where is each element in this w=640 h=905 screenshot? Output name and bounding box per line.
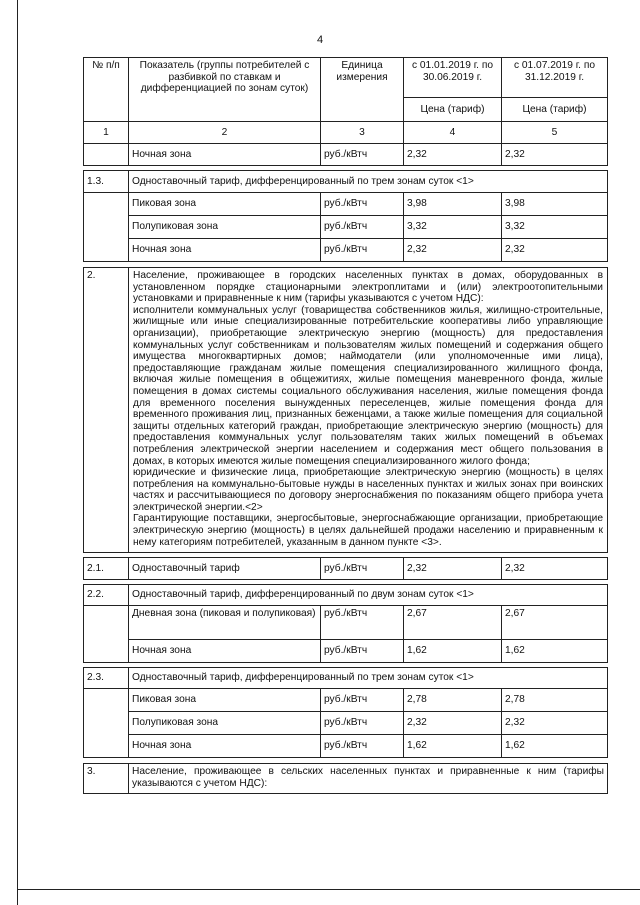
- table-row: [84, 216, 608, 239]
- row-name: Пиковая зона: [129, 689, 321, 712]
- section-no: 1.3.: [84, 171, 129, 193]
- row-value2: 1,62: [502, 640, 608, 663]
- row-value2: 2,32: [502, 239, 608, 262]
- header-no: № п/п: [84, 58, 129, 122]
- row-name: Ночная зона: [129, 239, 321, 262]
- section-paragraph: Гарантирующие поставщики, энергосбытовые, энергоснабжающие организации, приобретающие электрическую энергию (мощность) в целях дальнейшей продажи населению и приравненным к нему категориям потребителей, указанным в данном пункте <3>.: [133, 513, 603, 548]
- section-row: [84, 585, 608, 606]
- row-unit: руб./кВтч: [321, 640, 404, 663]
- section-description: [129, 268, 608, 553]
- table-row: [84, 239, 608, 262]
- row-no: 2.1.: [84, 558, 129, 580]
- section-title: Одноставочный тариф, дифференцированный по трем зонам суток <1>: [129, 171, 608, 193]
- row-value1: 2,32: [404, 239, 502, 262]
- section-paragraph: юридические и физические лица, приобретающие электрическую энергию (мощность) в целях потребления на коммунально-бытовые нужды в населенных пунктах и жилых зонах при воинских частях и рассчитывающиеся по договору энергоснабжения по показаниям общего прибора учета электрической энергии.<2>: [133, 467, 603, 513]
- row-name: Ночная зона: [129, 735, 321, 758]
- row-name: Полупиковая зона: [129, 216, 321, 239]
- section-paragraph: исполнители коммунальных услуг (товарищества собственников жилья, жилищно-строительные, жилищные или иные специализированные потребительские кооперативы либо управляющие организации), приобретающие электрическую энергию (мощность) для предоставления коммунальных услуг собственникам и пользователям жилых помещений и содержания общего имущества многоквартирных домов; наймодатели (или уполномоченные ими лица), предоставляющие гражданам жилые помещения специализированного жилищного фонда, включая жилые помещения в общежитиях, жилые помещения маневренного фонда, жилые помещения в домах системы социального обслуживания населения, жилые помещения фонда для временного поселения вынужденных переселенцев, жилые помещения фонда для временного проживания лиц, признанных беженцами, а также жилые помещения для социальной защиты отдельных категорий граждан, приобретающие электрическую энергию (мощность) для предоставления коммунальных услуг пользователям таких жилых помещений в объемах потребления электрической энергии населением и содержания мест общего пользования в домах, в которых имеются жилые помещения специализированного жилого фонда;: [133, 304, 603, 467]
- header-num2: 2: [129, 122, 321, 144]
- header-num1: 1: [84, 122, 129, 144]
- row-value1: 3,98: [404, 193, 502, 216]
- row-name: Дневная зона (пиковая и полупиковая): [129, 606, 321, 640]
- table-row: [84, 735, 608, 758]
- row-value1: 2,32: [404, 712, 502, 735]
- header-period2: с 01.07.2019 г. по 31.12.2019 г.: [502, 58, 608, 98]
- row-unit: руб./кВтч: [321, 239, 404, 262]
- row-unit: руб./кВтч: [321, 144, 404, 166]
- header-indicator: Показатель (группы потребителей с разбивкой по ставкам и дифференциацией по зонам суток): [129, 58, 321, 122]
- header-period1: с 01.01.2019 г. по 30.06.2019 г.: [404, 58, 502, 98]
- header-unit: Единица измерения: [321, 58, 404, 122]
- section-title: Одноставочный тариф, дифференцированный по двум зонам суток <1>: [129, 585, 608, 606]
- row-value2: 2,32: [502, 558, 608, 580]
- row-value1: 1,62: [404, 640, 502, 663]
- table-row: [84, 144, 608, 166]
- row-no: [84, 144, 129, 166]
- section-no: 2.: [84, 268, 129, 553]
- row-value2: 1,62: [502, 735, 608, 758]
- row-value1: 3,32: [404, 216, 502, 239]
- section-row: [84, 764, 608, 794]
- row-unit: руб./кВтч: [321, 193, 404, 216]
- table-row: [84, 712, 608, 735]
- row-name: Ночная зона: [129, 144, 321, 166]
- tariff-table: [83, 57, 608, 794]
- section-row: [84, 171, 608, 193]
- table-row: [84, 640, 608, 663]
- row-no: [84, 606, 129, 663]
- section-no: 2.2.: [84, 585, 129, 606]
- row-no: [84, 689, 129, 758]
- section-row: [84, 268, 608, 553]
- row-unit: руб./кВтч: [321, 712, 404, 735]
- header-num5: 5: [502, 122, 608, 144]
- row-unit: руб./кВтч: [321, 216, 404, 239]
- row-value1: 2,78: [404, 689, 502, 712]
- row-unit: руб./кВтч: [321, 558, 404, 580]
- section-row: [84, 668, 608, 689]
- row-value2: 2,32: [502, 144, 608, 166]
- table-row: [84, 193, 608, 216]
- section-title: Одноставочный тариф, дифференцированный по трем зонам суток <1>: [129, 668, 608, 689]
- row-value2: 2,32: [502, 712, 608, 735]
- row-unit: руб./кВтч: [321, 689, 404, 712]
- row-value2: 3,32: [502, 216, 608, 239]
- header-num3: 3: [321, 122, 404, 144]
- row-name: Пиковая зона: [129, 193, 321, 216]
- header-num4: 4: [404, 122, 502, 144]
- row-value1: 2,32: [404, 558, 502, 580]
- section-no: 2.3.: [84, 668, 129, 689]
- row-value2: 2,67: [502, 606, 608, 640]
- row-value1: 2,67: [404, 606, 502, 640]
- row-value2: 3,98: [502, 193, 608, 216]
- row-unit: руб./кВтч: [321, 735, 404, 758]
- header-price1: Цена (тариф): [404, 98, 502, 122]
- section-paragraph: Население, проживающее в городских населенных пунктах в домах, оборудованных в установленном порядке стационарными электроплитами и (или) электроотопительными установками и приравненные к ним (тарифы указываются с учетом НДС):: [133, 270, 603, 305]
- page-frame-bottom: [17, 889, 640, 890]
- row-value2: 2,78: [502, 689, 608, 712]
- header-price2: Цена (тариф): [502, 98, 608, 122]
- section-no: 3.: [84, 764, 129, 794]
- table-row: [84, 558, 608, 580]
- row-name: Ночная зона: [129, 640, 321, 663]
- header-row: [84, 58, 608, 98]
- row-no: [84, 193, 129, 262]
- header-number-row: [84, 122, 608, 144]
- section-description: Население, проживающее в сельских населенных пунктах и приравненные к ним (тарифы указываются с учетом НДС):: [129, 764, 608, 794]
- row-value1: 1,62: [404, 735, 502, 758]
- row-unit: руб./кВтч: [321, 606, 404, 640]
- row-value1: 2,32: [404, 144, 502, 166]
- page-number: 4: [316, 34, 324, 46]
- table-row: [84, 606, 608, 640]
- page-frame-left: [17, 0, 18, 905]
- row-name: Одноставочный тариф: [129, 558, 321, 580]
- table-row: [84, 689, 608, 712]
- row-name: Полупиковая зона: [129, 712, 321, 735]
